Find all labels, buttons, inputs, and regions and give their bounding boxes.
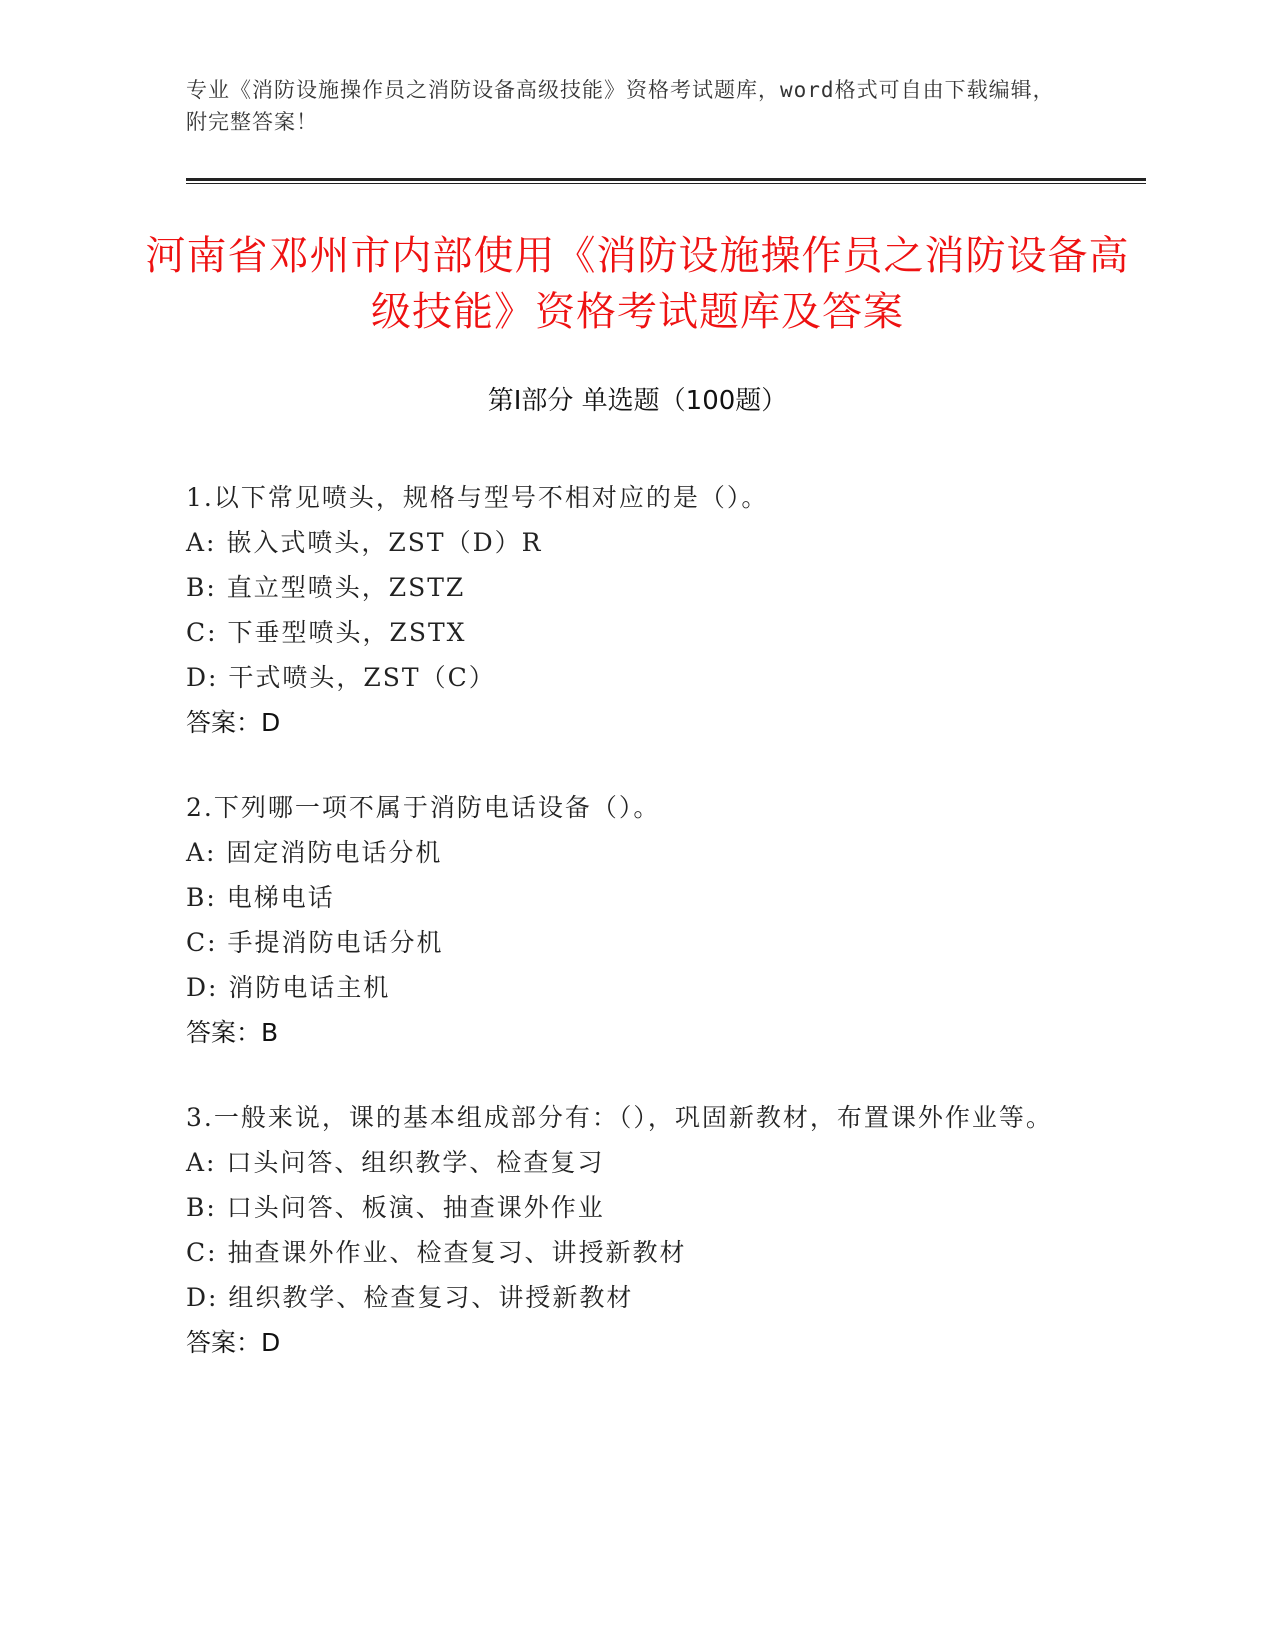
option-d: D: 组织教学、检查复习、讲授新教材 — [186, 1283, 634, 1312]
question-stem: 1.以下常见喷头，规格与型号不相对应的是（）。 — [186, 483, 769, 512]
option-a: A: 固定消防电话分机 — [186, 838, 443, 867]
question-list — [186, 475, 1066, 1405]
option-c: C: 抽查课外作业、检查复习、讲授新教材 — [186, 1238, 687, 1267]
option-d: D: 干式喷头，ZST（C） — [186, 663, 496, 692]
option-a: A: 口头问答、组织教学、检查复习 — [186, 1148, 605, 1177]
question-stem: 3.一般来说，课的基本组成部分有：（），巩固新教材，布置课外作业等。 — [186, 1103, 1053, 1132]
section-heading: 第Ⅰ部分 单选题（100题） — [487, 386, 788, 416]
option-d: D: 消防电话主机 — [186, 973, 391, 1002]
option-b: B: 电梯电话 — [186, 883, 335, 912]
header-divider-thin — [186, 183, 1146, 184]
question-3 — [186, 1095, 1066, 1365]
option-a: A: 嵌入式喷头，ZST（D）R — [186, 528, 543, 557]
answer: 答案：B — [186, 1018, 279, 1047]
header-note: 专业《消防设施操作员之消防设备高级技能》资格考试题库，word格式可自由下载编辑，附完整答案！ — [186, 78, 1055, 134]
option-c: C: 手提消防电话分机 — [186, 928, 444, 957]
option-b: B: 口头问答、板演、抽查课外作业 — [186, 1193, 605, 1222]
document-title: 河南省邓州市内部使用《消防设施操作员之消防设备高级技能》资格考试题库及答案 — [145, 233, 1130, 335]
option-c: C: 下垂型喷头，ZSTX — [186, 618, 467, 647]
question-stem: 2.下列哪一项不属于消防电话设备（）。 — [186, 793, 661, 822]
question-1 — [186, 475, 1066, 745]
answer: 答案：D — [186, 708, 281, 737]
question-2 — [186, 785, 1066, 1055]
header-divider-thick — [186, 178, 1146, 181]
option-b: B: 直立型喷头，ZSTZ — [186, 573, 466, 602]
answer: 答案：D — [186, 1328, 281, 1357]
